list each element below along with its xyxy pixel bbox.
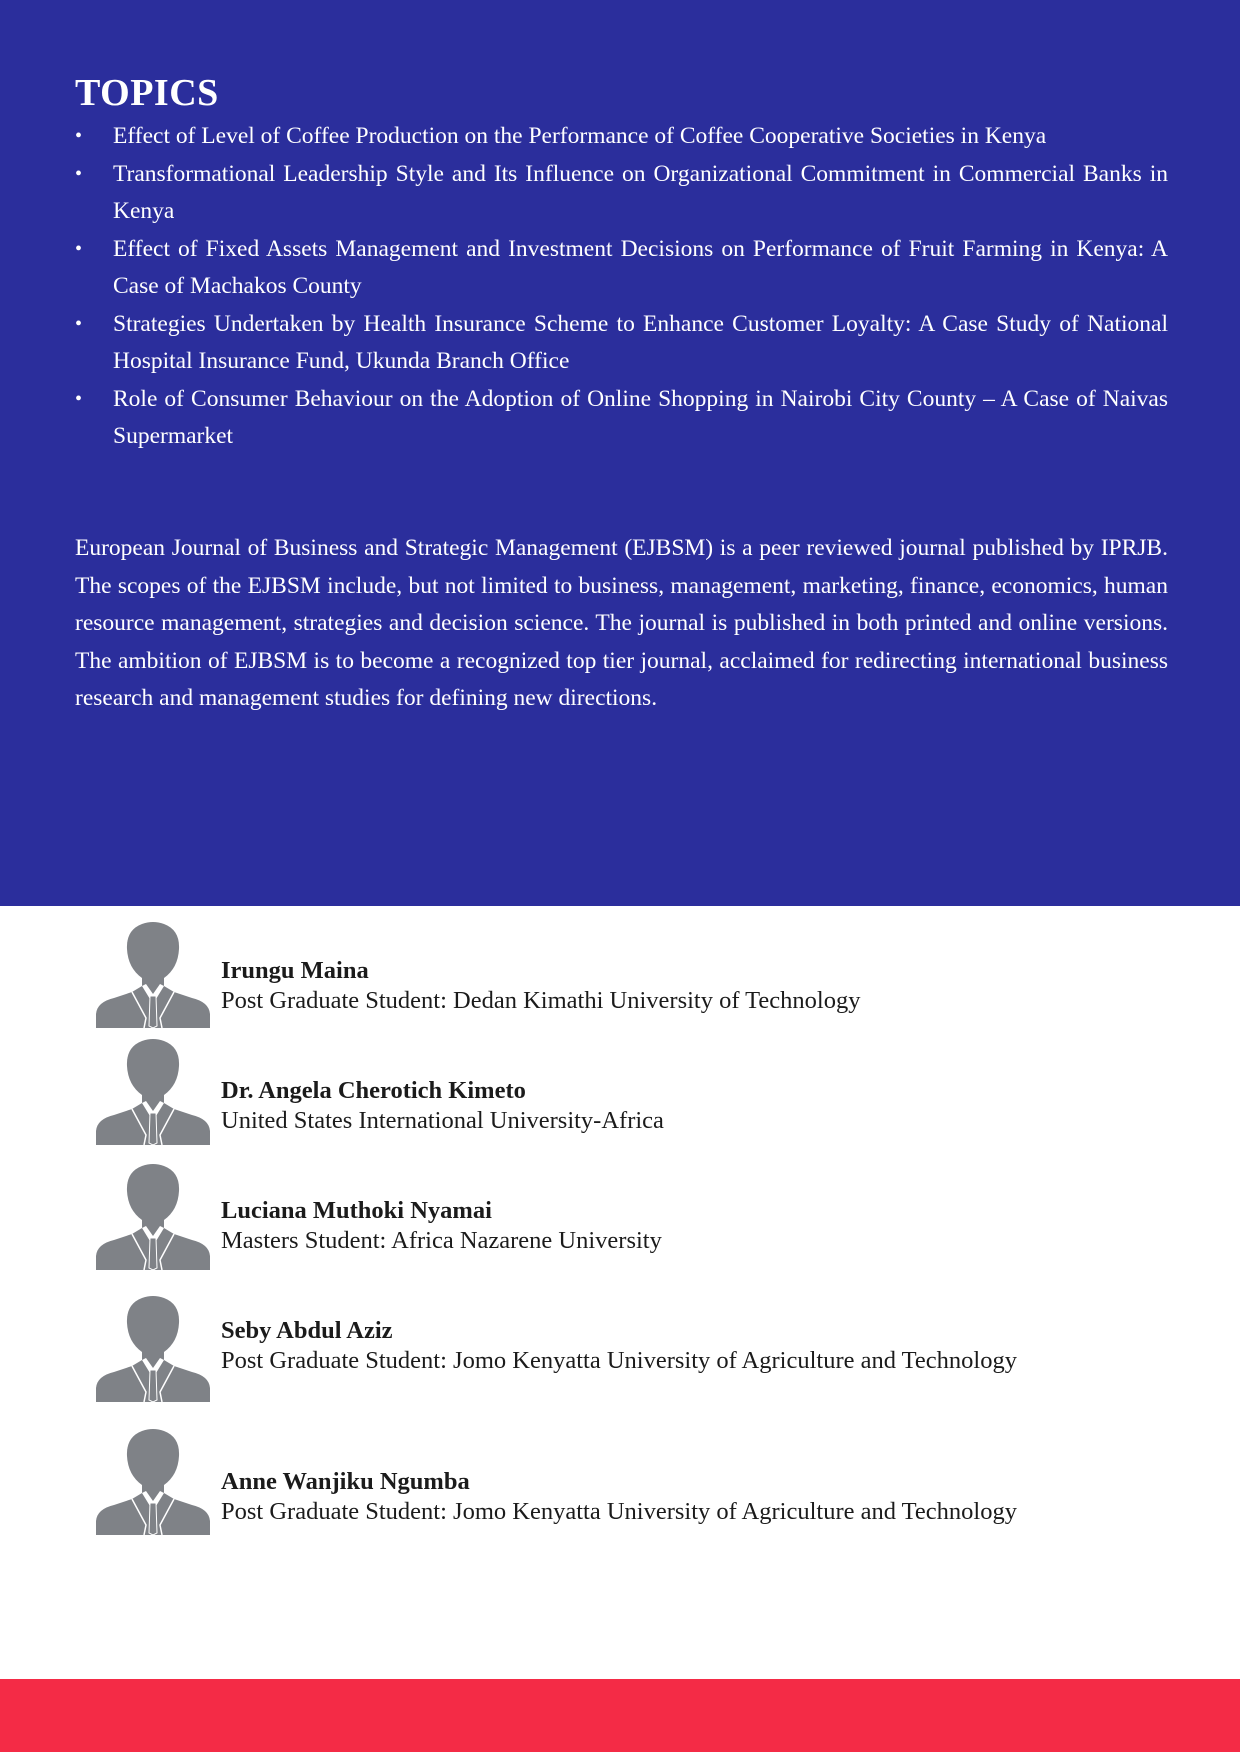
person-silhouette-icon (94, 1164, 212, 1270)
topics-list (75, 118, 1168, 456)
topic-text: Transformational Leadership Style and Its Influence on Organizational Commitment in Commercial Banks in Kenya (113, 160, 1168, 224)
author-name: Luciana Muthoki Nyamai (221, 1197, 492, 1224)
author-entry (94, 1164, 1194, 1274)
author-entry (94, 1039, 1194, 1149)
author-entry (94, 1429, 1194, 1539)
author-details (221, 1316, 1017, 1376)
author-affiliation: Masters Student: Africa Nazarene University (221, 1227, 662, 1254)
author-details (221, 1467, 1017, 1527)
topic-item (75, 381, 1168, 456)
topic-text: Effect of Fixed Assets Management and Investment Decisions on Performance of Fruit Farming in Kenya: A Case of Machakos County (113, 235, 1168, 299)
author-affiliation: Post Graduate Student: Jomo Kenyatta University of Agriculture and Technology (221, 1347, 1017, 1374)
author-name: Dr. Angela Cherotich Kimeto (221, 1077, 526, 1104)
author-entry (94, 922, 1194, 1032)
person-silhouette-icon (94, 1296, 212, 1402)
footer-bar (0, 1679, 1240, 1752)
topic-item (75, 156, 1168, 231)
topic-text: Effect of Level of Coffee Production on the Performance of Coffee Cooperative Societies in Kenya (113, 123, 1047, 149)
bullet-icon: • (75, 162, 83, 185)
bullet-icon: • (75, 125, 83, 147)
author-name: Anne Wanjiku Ngumba (221, 1468, 470, 1495)
author-name: Seby Abdul Aziz (221, 1317, 393, 1344)
bullet-icon: • (75, 237, 83, 260)
author-details (221, 956, 861, 1016)
author-entry (94, 1296, 1194, 1406)
author-details (221, 1076, 664, 1136)
author-affiliation: United States International University-Africa (221, 1107, 664, 1134)
bullet-icon: • (75, 387, 83, 410)
journal-description: European Journal of Business and Strategic Management (EJBSM) is a peer reviewed journal published by IPRJB. The scopes of the EJBSM include, but not limited to business, management, marketing, finance, economics, human resource management, strategies and decision science. The journal is published in both printed and online versions. The ambition of EJBSM is to become a recognized top tier journal, acclaimed for redirecting international business research and management studies for defining new directions. (75, 535, 1168, 711)
author-affiliation: Post Graduate Student: Dedan Kimathi University of Technology (221, 987, 861, 1014)
topic-text: Role of Consumer Behaviour on the Adoption of Online Shopping in Nairobi City County – A Case of Naivas Supermarket (113, 385, 1168, 449)
topic-item (75, 306, 1168, 381)
author-details (221, 1196, 662, 1256)
person-silhouette-icon (94, 922, 212, 1028)
topic-text: Strategies Undertaken by Health Insurance Scheme to Enhance Customer Loyalty: A Case Study of National Hospital Insurance Fund, Ukunda Branch Office (113, 310, 1168, 374)
author-affiliation: Post Graduate Student: Jomo Kenyatta University of Agriculture and Technology (221, 1498, 1017, 1525)
person-silhouette-icon (94, 1039, 212, 1145)
author-name: Irungu Maina (221, 957, 369, 984)
topic-item (75, 118, 1168, 156)
person-silhouette-icon (94, 1429, 212, 1535)
bullet-icon: • (75, 312, 83, 335)
topic-item (75, 231, 1168, 306)
topics-heading: TOPICS (75, 72, 219, 114)
